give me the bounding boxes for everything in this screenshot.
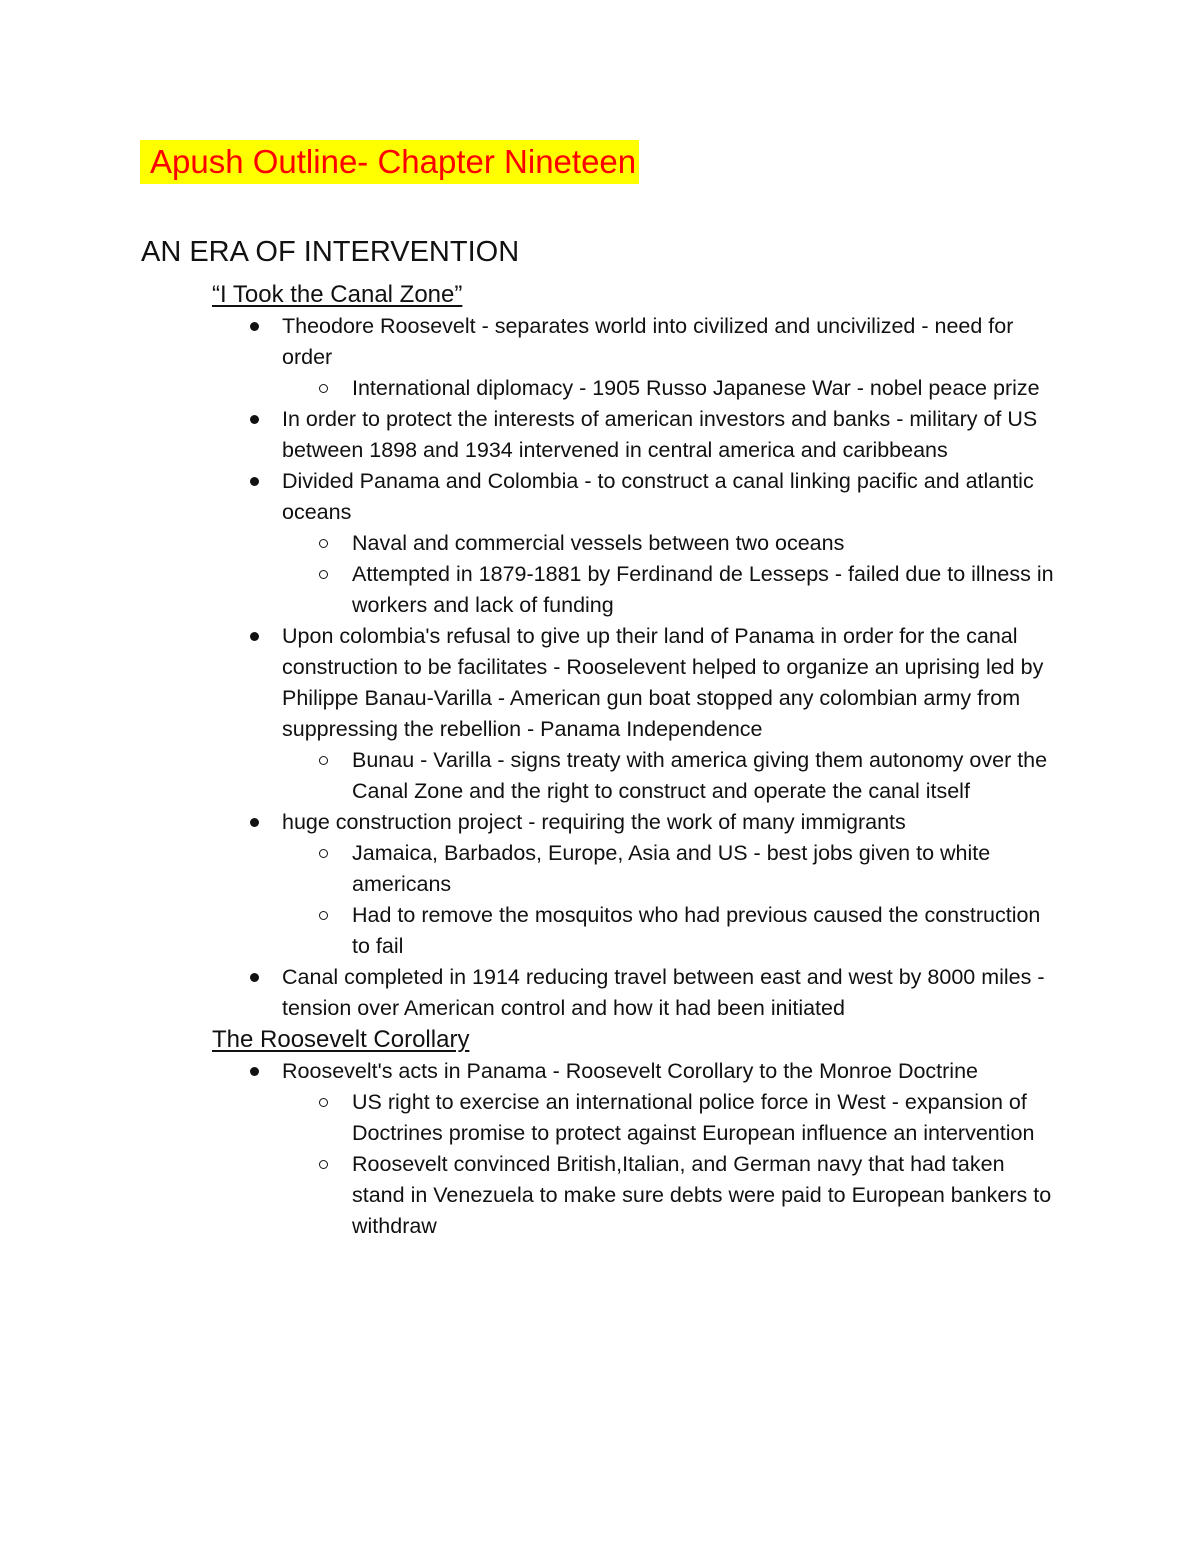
bullet-circle-icon — [319, 911, 328, 920]
sub-list-item: Jamaica, Barbados, Europe, Asia and US - best jobs given to white americans — [352, 838, 1057, 900]
list-item: Canal completed in 1914 reducing travel between east and west by 8000 miles - tension over American control and how it had been initiated — [282, 962, 1057, 1024]
subheading-roosevelt-corollary: The Roosevelt Corollary — [212, 1026, 470, 1053]
list-item: In order to protect the interests of american investors and banks - military of US between 1898 and 1934 intervened in central america and caribbeans — [282, 404, 1057, 466]
sub-list-item: Naval and commercial vessels between two oceans — [352, 528, 1057, 559]
bullet-dot-icon — [250, 415, 259, 424]
bullet-circle-icon — [319, 756, 328, 765]
outline-body — [0, 279, 1200, 1242]
bullet-dot-icon — [250, 322, 259, 331]
sub-list-item: US right to exercise an international police force in West - expansion of Doctrines promise to protect against European influence an intervention — [352, 1087, 1057, 1149]
bullet-dot-icon — [250, 818, 259, 827]
list-item: huge construction project - requiring the work of many immigrants — [282, 807, 1057, 838]
bullet-dot-icon — [250, 1067, 259, 1076]
sub-list-item: Bunau - Varilla - signs treaty with america giving them autonomy over the Canal Zone and the right to construct and operate the canal itself — [352, 745, 1057, 807]
bullet-dot-icon — [250, 477, 259, 486]
sub-list-item: Roosevelt convinced British,Italian, and German navy that had taken stand in Venezuela to make sure debts were paid to European bankers to withdraw — [352, 1149, 1057, 1242]
document-title: Apush Outline- Chapter Nineteen — [140, 140, 639, 184]
sub-list-item: Had to remove the mosquitos who had previous caused the construction to fail — [352, 900, 1057, 962]
bullet-circle-icon — [319, 849, 328, 858]
list-item: Upon colombia's refusal to give up their land of Panama in order for the canal construction to be facilitates - Rooselevent helped to organize an uprising led by Philippe Banau-Varilla - American gun boat stopped any colombian army from suppressing the rebellion - Panama Independence — [282, 621, 1057, 745]
bullet-circle-icon — [319, 1160, 328, 1169]
list-item: Divided Panama and Colombia - to construct a canal linking pacific and atlantic oceans — [282, 466, 1057, 528]
list-item: Roosevelt's acts in Panama - Roosevelt Corollary to the Monroe Doctrine — [282, 1056, 1057, 1087]
bullet-circle-icon — [319, 539, 328, 548]
sub-list-item: Attempted in 1879-1881 by Ferdinand de Lesseps - failed due to illness in workers and lack of funding — [352, 559, 1057, 621]
section-heading: AN ERA OF INTERVENTION — [141, 236, 520, 268]
sub-list-item: International diplomacy - 1905 Russo Japanese War - nobel peace prize — [352, 373, 1057, 404]
bullet-circle-icon — [319, 570, 328, 579]
list-item: Theodore Roosevelt - separates world into civilized and uncivilized - need for order — [282, 311, 1057, 373]
subheading-canal-zone: “I Took the Canal Zone” — [212, 281, 463, 308]
bullet-circle-icon — [319, 1098, 328, 1107]
bullet-circle-icon — [319, 384, 328, 393]
bullet-dot-icon — [250, 973, 259, 982]
bullet-dot-icon — [250, 632, 259, 641]
